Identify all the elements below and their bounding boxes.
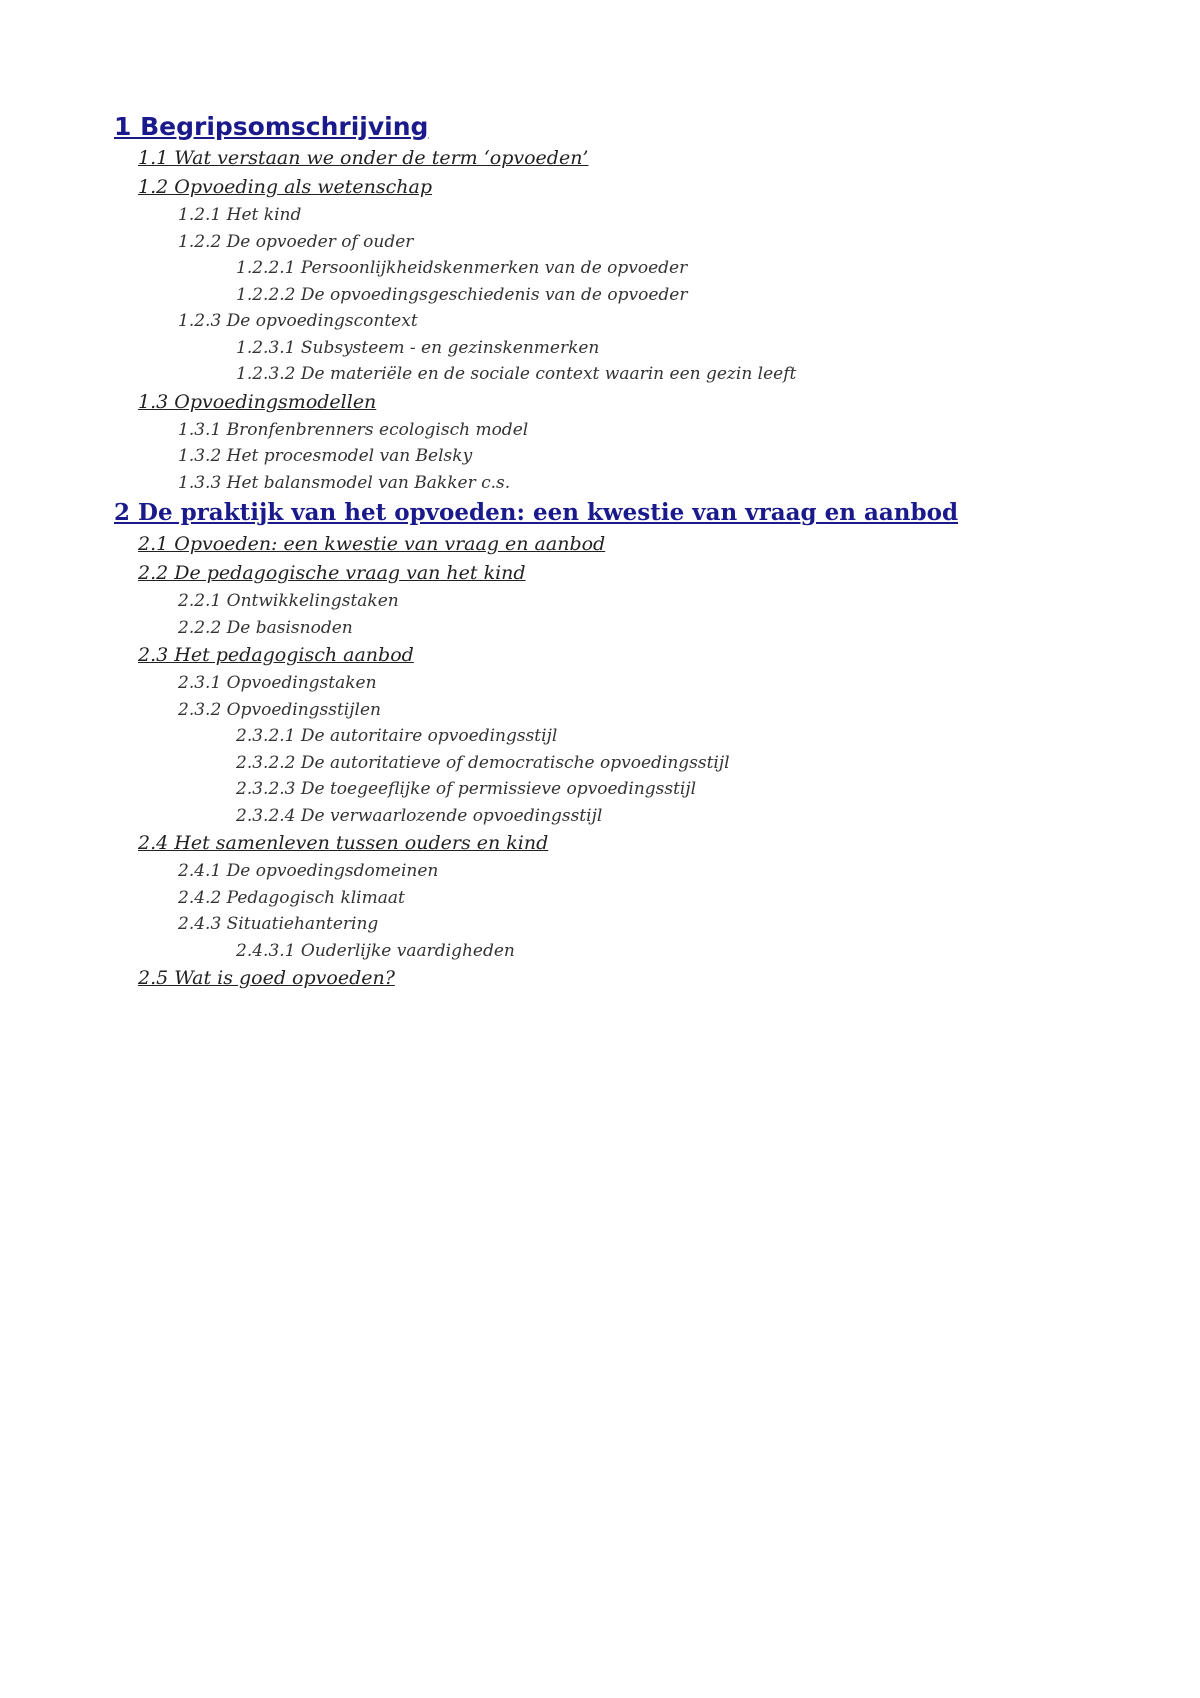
- toc-item-2-3-2[interactable]: 2.3.2 Opvoedingsstijlen: [178, 699, 381, 720]
- toc-item-1-2-2[interactable]: 1.2.2 De opvoeder of ouder: [178, 231, 414, 252]
- toc-item-1-2-3-2[interactable]: 1.2.3.2 De materiële en de sociale context waarin een gezin leeft: [236, 364, 797, 384]
- toc-item-2-1[interactable]: 2.1 Opvoeden: een kwestie van vraag en aanbod: [138, 533, 606, 555]
- toc-item-2-3-2-4[interactable]: 2.3.2.4 De verwaarlozende opvoedingsstijl: [236, 805, 603, 826]
- toc-item-1-1[interactable]: 1.1 Wat verstaan we onder de term ‘opvoeden’: [138, 147, 589, 169]
- table-of-contents: [114, 110, 1114, 993]
- toc-item-2-3-2-2[interactable]: 2.3.2.2 De autoritatieve of democratische opvoedingsstijl: [236, 752, 730, 773]
- toc-item-1-2-2-2[interactable]: 1.2.2.2 De opvoedingsgeschiedenis van de opvoeder: [236, 284, 688, 305]
- toc-item-2-2-1[interactable]: 2.2.1 Ontwikkelingstaken: [178, 591, 399, 611]
- toc-item-2-4-1[interactable]: 2.4.1 De opvoedingsdomeinen: [178, 861, 439, 881]
- toc-item-2-4-3-1[interactable]: 2.4.3.1 Ouderlijke vaardigheden: [236, 940, 515, 961]
- toc-item-1-2-1[interactable]: 1.2.1 Het kind: [178, 205, 302, 225]
- toc-item-2-2-2[interactable]: 2.2.2 De basisnoden: [178, 617, 353, 638]
- toc-item-1-3-2[interactable]: 1.3.2 Het procesmodel van Belsky: [178, 446, 473, 466]
- toc-item-1-3-1[interactable]: 1.3.1 Bronfenbrenners ecologisch model: [178, 419, 529, 440]
- toc-item-1-3-3[interactable]: 1.3.3 Het balansmodel van Bakker c.s.: [178, 472, 511, 493]
- toc-item-1-2[interactable]: 1.2 Opvoeding als wetenschap: [138, 176, 433, 198]
- toc-item-2-2[interactable]: 2.2 De pedagogische vraag van het kind: [138, 562, 526, 584]
- toc-item-1-2-3-1[interactable]: 1.2.3.1 Subsysteem - en gezinskenmerken: [236, 337, 600, 358]
- toc-heading-2[interactable]: 2 De praktijk van het opvoeden: een kwestie van vraag en aanbod: [114, 499, 959, 526]
- toc-item-2-3-1[interactable]: 2.3.1 Opvoedingstaken: [178, 673, 377, 693]
- toc-item-1-2-2-1[interactable]: 1.2.2.1 Persoonlijkheidskenmerken van de opvoeder: [236, 258, 688, 278]
- toc-item-2-3-2-3[interactable]: 2.3.2.3 De toegeeflijke of permissieve opvoedingsstijl: [236, 779, 697, 799]
- toc-item-2-4-2[interactable]: 2.4.2 Pedagogisch klimaat: [178, 887, 405, 908]
- toc-item-2-5[interactable]: 2.5 Wat is goed opvoeden?: [138, 967, 395, 989]
- toc-heading-1[interactable]: 1 Begripsomschrijving: [114, 112, 429, 141]
- toc-item-1-3[interactable]: 1.3 Opvoedingsmodellen: [138, 390, 377, 413]
- toc-item-2-4[interactable]: 2.4 Het samenleven tussen ouders en kind: [138, 832, 549, 854]
- toc-item-1-2-3[interactable]: 1.2.3 De opvoedingscontext: [178, 311, 418, 331]
- toc-item-2-3[interactable]: 2.3 Het pedagogisch aanbod: [138, 644, 414, 666]
- toc-item-2-4-3[interactable]: 2.4.3 Situatiehantering: [178, 914, 379, 934]
- toc-item-2-3-2-1[interactable]: 2.3.2.1 De autoritaire opvoedingsstijl: [236, 726, 558, 746]
